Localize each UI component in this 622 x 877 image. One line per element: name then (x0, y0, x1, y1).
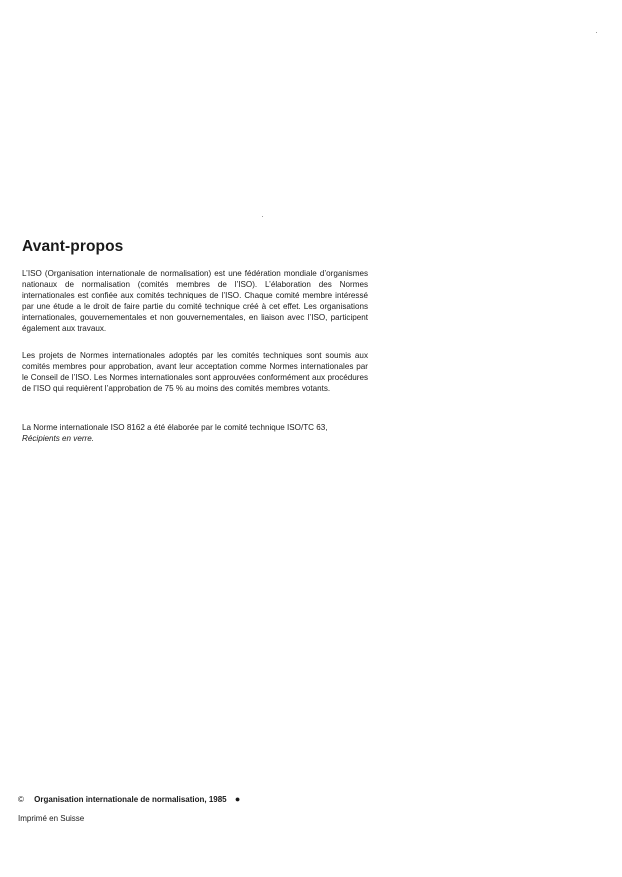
bullet-icon: ● (234, 794, 241, 804)
foreword-paragraph-3 (22, 422, 368, 444)
foreword-paragraph-2: Les projets de Normes internationales adoptés par les comités techniques sont soumis aux comités membres pour approbation, avant leur acceptation comme Normes internationales par le Conseil de l’ISO. Les Normes internationales sont approuvées conformément aux procédures de l’ISO qui requièrent l’approbation de 75 % au moins des comités membres votants. (22, 351, 368, 393)
copyright-line (18, 794, 240, 804)
foreword-paragraph-3-text: La Norme internationale ISO 8162 a été élaborée par le comité technique ISO/TC 63, (22, 423, 328, 432)
printed-in-line: Imprimé en Suisse (18, 814, 85, 823)
committee-title: Récipients en verre. (22, 434, 94, 443)
copyright-icon: © (18, 795, 24, 804)
scan-speck (262, 216, 263, 217)
scan-speck (596, 32, 597, 33)
foreword-paragraph-1: L’ISO (Organisation internationale de normalisation) est une fédération mondiale d’organismes nationaux de normalisation (comités membres de l’ISO). L’élaboration des Normes internationales est confiée aux comités techniques de l’ISO. Chaque comité membre intéressé par une étude a le droit de faire partie du comité technique créé à cet effet. Les organisations internationales, gouvernementales et non gouvernementales, en liaison avec l’ISO, participent également aux travaux. (22, 269, 368, 333)
copyright-text: Organisation internationale de normalisation, 1985 (34, 795, 227, 804)
page-heading: Avant-propos (22, 238, 124, 255)
